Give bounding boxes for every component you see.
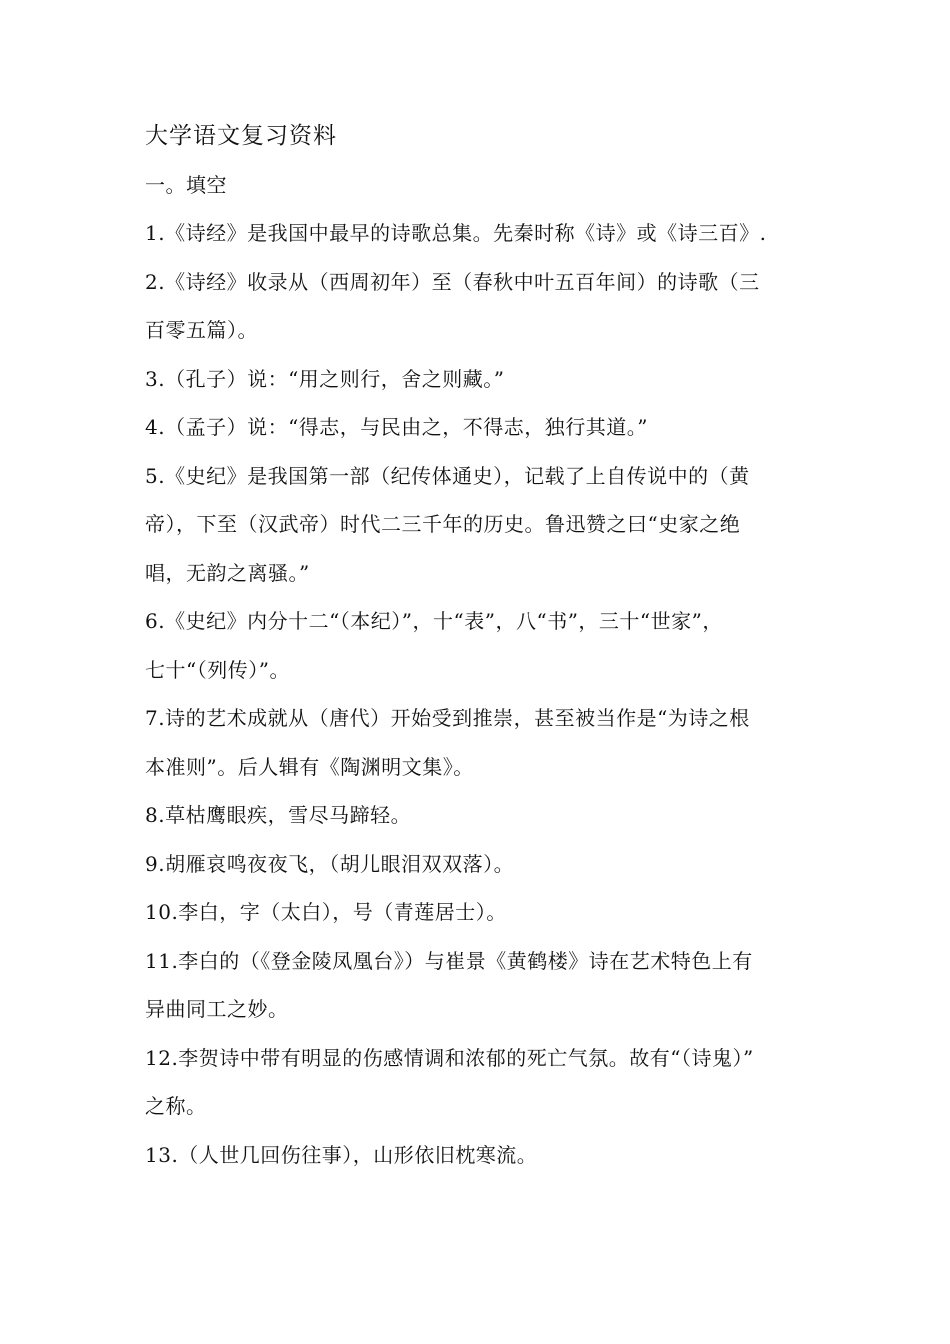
- item-line: 异曲同工之妙。: [145, 997, 289, 1021]
- item-line: 9.胡雁哀鸣夜夜飞，（胡儿眼泪双双落）。: [145, 851, 515, 876]
- item-line: 本准则”。后人辑有《陶渊明文集》。: [145, 754, 474, 779]
- list-item: [145, 1131, 810, 1180]
- item-line: 8.草枯鹰眼疾，雪尽马蹄轻。: [145, 803, 412, 827]
- list-item: [145, 258, 810, 355]
- section-heading: 一。填空: [145, 172, 227, 197]
- list-item: [145, 403, 810, 452]
- item-line: 唱，无韵之离骚。”: [145, 560, 310, 585]
- list-item: [145, 840, 810, 889]
- list-item: [145, 452, 810, 598]
- list-item: [145, 597, 810, 694]
- fill-in-list: [145, 209, 810, 1179]
- document-body: [145, 112, 810, 1179]
- list-item: [145, 355, 810, 404]
- list-item: [145, 937, 810, 1034]
- item-line: 帝），下至（汉武帝）时代二三千年的历史。鲁迅赞之曰“史家之绝: [145, 512, 741, 536]
- item-line: 4.（孟子）说：“得志，与民由之，不得志，独行其道。”: [145, 415, 649, 439]
- item-line: 之称。: [145, 1094, 207, 1118]
- document-title: 大学语文复习资料: [145, 123, 337, 149]
- item-line: 10.李白，字（太白），号（青莲居士）。: [145, 900, 507, 924]
- list-item: [145, 1034, 810, 1131]
- item-line: 7.诗的艺术成就从（唐代）开始受到推崇，甚至被当作是“为诗之根: [145, 706, 750, 730]
- item-line: 七十“（列传）”。: [145, 657, 290, 682]
- item-line: 1.《诗经》是我国中最早的诗歌总集。先秦时称《诗》或《诗三百》.: [145, 221, 767, 245]
- item-line: 5.《史纪》是我国第一部（纪传体通史），记载了上自传说中的（黄: [145, 463, 750, 488]
- item-line: 12.李贺诗中带有明显的伤感情调和浓郁的死亡气氛。故有“（诗鬼）”: [145, 1045, 754, 1070]
- list-item: [145, 888, 810, 937]
- list-item: [145, 694, 810, 791]
- item-line: 6.《史纪》内分十二“（本纪）”，十“表”，八“书”，三十“世家”，: [145, 609, 723, 633]
- item-line: 11.李白的（《登金陵凤凰台》）与崔景《黄鹤楼》诗在艺术特色上有: [145, 948, 753, 973]
- list-item: [145, 791, 810, 840]
- item-line: 13.（人世几回伤往事），山形依旧枕寒流。: [145, 1142, 538, 1167]
- item-line: 3.（孔子）说：“用之则行，舍之则藏。”: [145, 366, 505, 391]
- list-item: [145, 209, 810, 258]
- item-line: 2.《诗经》收录从（西周初年）至（春秋中叶五百年间）的诗歌（三: [145, 269, 760, 294]
- item-line: 百零五篇）。: [145, 318, 258, 342]
